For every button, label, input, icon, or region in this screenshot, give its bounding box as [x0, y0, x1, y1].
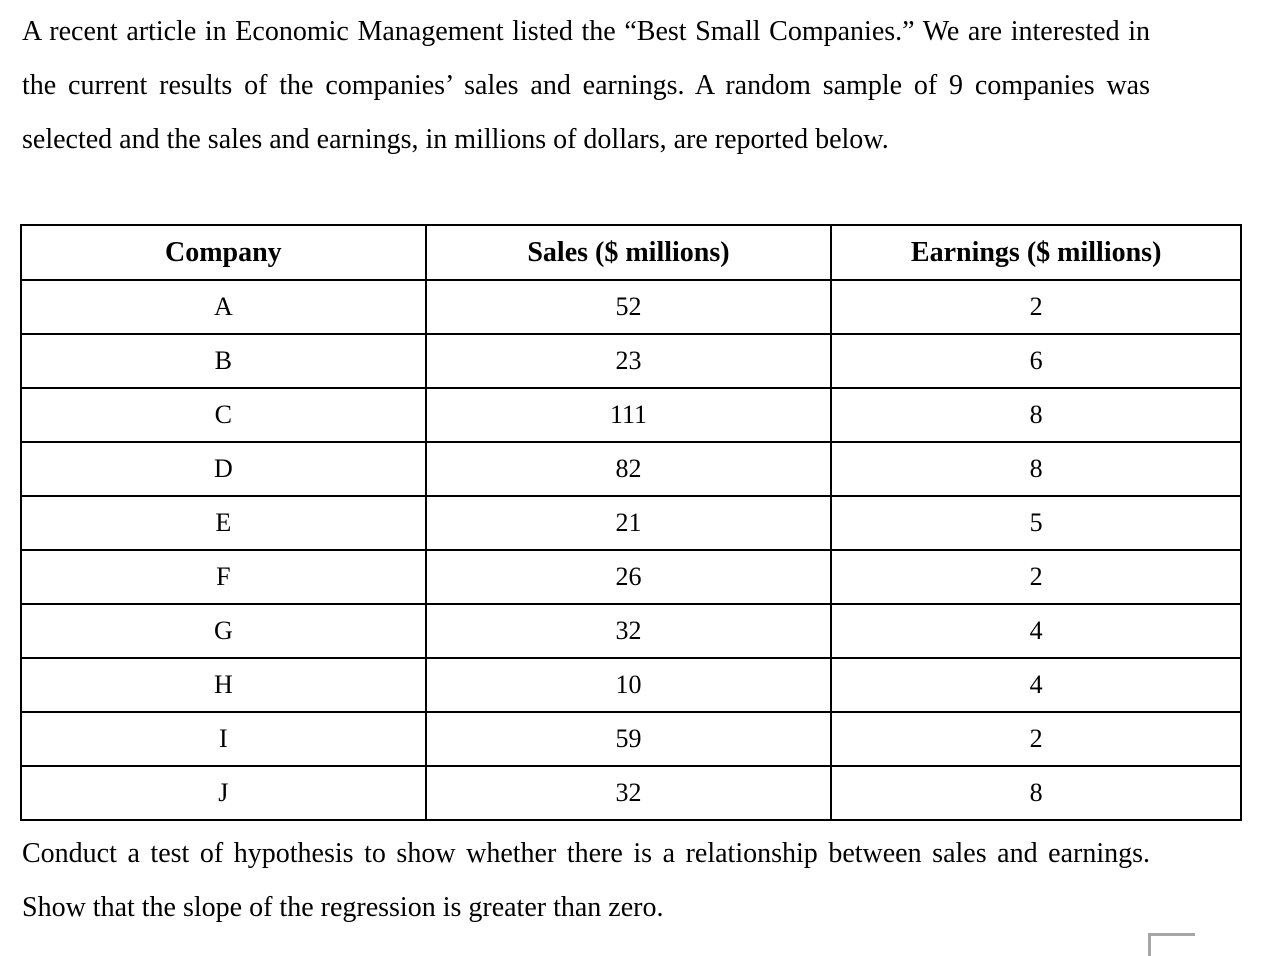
earnings-cell: 6 — [831, 334, 1241, 388]
task-paragraph: Conduct a test of hypothesis to show whether there is a relationship between sales and earnings. Show that the slope of the regression is greater than zero. — [22, 838, 1150, 923]
table-row — [21, 334, 1241, 388]
column-header-earnings: Earnings ($ millions) — [831, 225, 1241, 280]
sales-cell: 21 — [426, 496, 832, 550]
earnings-cell: 4 — [831, 604, 1241, 658]
company-cell: E — [21, 496, 426, 550]
company-cell: I — [21, 712, 426, 766]
table-header-row — [21, 225, 1241, 280]
earnings-cell: 8 — [831, 442, 1241, 496]
table-row — [21, 388, 1241, 442]
company-cell: F — [21, 550, 426, 604]
sales-cell: 32 — [426, 604, 832, 658]
sales-cell: 111 — [426, 388, 832, 442]
sales-cell: 10 — [426, 658, 832, 712]
company-cell: C — [21, 388, 426, 442]
company-cell: A — [21, 280, 426, 334]
sales-cell: 32 — [426, 766, 832, 820]
earnings-cell: 4 — [831, 658, 1241, 712]
table-row — [21, 496, 1241, 550]
table-row — [21, 550, 1241, 604]
sales-cell: 59 — [426, 712, 832, 766]
table-row — [21, 766, 1241, 820]
intro-paragraph: A recent article in Economic Management listed the “Best Small Companies.” We are interested in the current results of the companies’ sales and earnings. A random sample of 9 companies was selected and the sales and earnings, in millions of dollars, are reported below. — [22, 16, 1150, 155]
earnings-cell: 8 — [831, 388, 1241, 442]
company-cell: D — [21, 442, 426, 496]
sales-earnings-table — [20, 224, 1242, 821]
company-cell: B — [21, 334, 426, 388]
earnings-cell: 5 — [831, 496, 1241, 550]
earnings-cell: 2 — [831, 550, 1241, 604]
table-row — [21, 658, 1241, 712]
page-corner-marker — [1148, 933, 1195, 956]
table-row — [21, 280, 1241, 334]
earnings-cell: 2 — [831, 280, 1241, 334]
table-row — [21, 604, 1241, 658]
company-cell: G — [21, 604, 426, 658]
earnings-cell: 2 — [831, 712, 1241, 766]
sales-cell: 52 — [426, 280, 832, 334]
sales-cell: 26 — [426, 550, 832, 604]
earnings-cell: 8 — [831, 766, 1241, 820]
table-row — [21, 442, 1241, 496]
column-header-sales: Sales ($ millions) — [426, 225, 832, 280]
column-header-company: Company — [21, 225, 426, 280]
company-cell: J — [21, 766, 426, 820]
sales-cell: 82 — [426, 442, 832, 496]
company-cell: H — [21, 658, 426, 712]
sales-cell: 23 — [426, 334, 832, 388]
table-row — [21, 712, 1241, 766]
